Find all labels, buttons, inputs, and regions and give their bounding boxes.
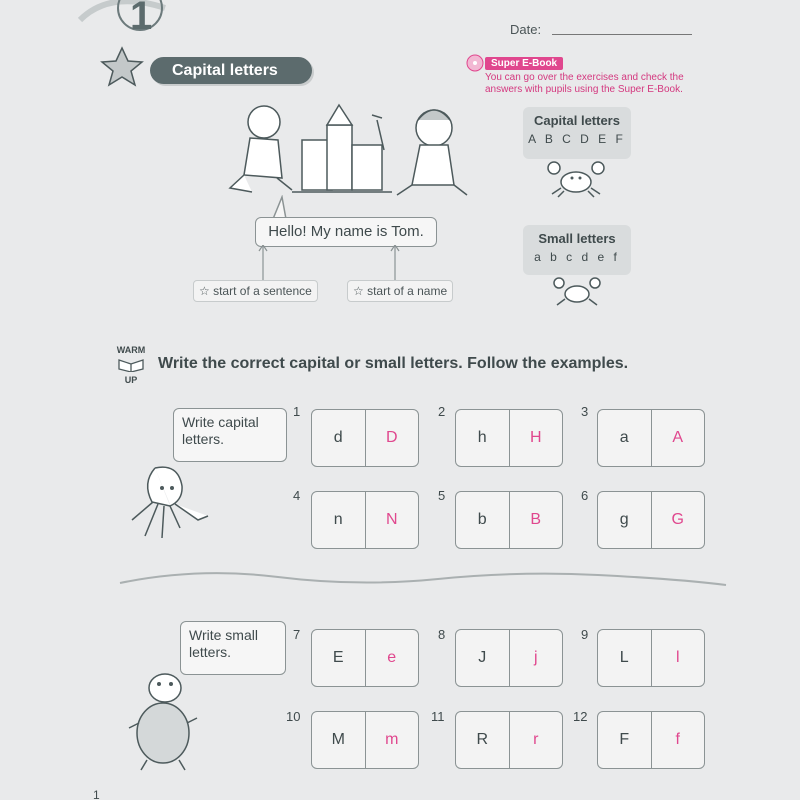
answer-field[interactable]: r bbox=[509, 712, 563, 768]
item-number: 9 bbox=[581, 627, 589, 642]
lesson-title: Capital letters bbox=[150, 57, 312, 84]
answer-field[interactable]: A bbox=[651, 410, 705, 466]
letter-pair bbox=[311, 491, 419, 549]
star-icon bbox=[100, 45, 145, 90]
item-number: 1 bbox=[293, 404, 301, 419]
answer-field[interactable]: e bbox=[365, 630, 419, 686]
ebook-tag: Super E-Book bbox=[485, 57, 563, 70]
answer-field[interactable]: H bbox=[509, 410, 563, 466]
item-number: 2 bbox=[438, 404, 446, 419]
item-number: 6 bbox=[581, 488, 589, 503]
turtle-icon bbox=[125, 668, 205, 773]
item-number: 5 bbox=[438, 488, 446, 503]
item-number: 12 bbox=[573, 709, 588, 724]
item-number: 4 bbox=[293, 488, 301, 503]
given-letter: g bbox=[619, 511, 629, 528]
given-letter: E bbox=[332, 649, 344, 666]
given-letter: R bbox=[476, 731, 489, 748]
letter-pair bbox=[455, 711, 563, 769]
date-label: Date: bbox=[510, 22, 542, 37]
given-letter: F bbox=[619, 731, 630, 748]
page-number: 1 bbox=[93, 788, 100, 802]
letter-pair bbox=[597, 409, 705, 467]
item-number: 3 bbox=[581, 404, 589, 419]
letter-pair bbox=[311, 711, 419, 769]
item-number: 8 bbox=[438, 627, 446, 642]
given-letter: b bbox=[477, 511, 487, 528]
date-line[interactable] bbox=[552, 34, 692, 35]
item-number: 7 bbox=[293, 627, 301, 642]
given-letter: J bbox=[478, 649, 487, 666]
answer-field[interactable]: f bbox=[651, 712, 705, 768]
octopus-icon bbox=[120, 458, 215, 553]
capital-letters-box: Capital letters A B C D E F bbox=[523, 107, 631, 159]
given-letter: M bbox=[331, 731, 345, 748]
letter-pair bbox=[455, 409, 563, 467]
tom-speech-bubble: Hello! My name is Tom. bbox=[255, 217, 437, 247]
name-start-label: ☆ start of a name bbox=[347, 280, 453, 302]
label-arrows bbox=[240, 245, 420, 285]
letter-pair bbox=[597, 491, 705, 549]
letter-pair bbox=[311, 409, 419, 467]
warm-up-badge: WARM UP bbox=[116, 345, 146, 385]
letter-pair bbox=[597, 711, 705, 769]
letter-pair bbox=[597, 629, 705, 687]
answer-field[interactable]: B bbox=[509, 492, 563, 548]
crab-icon bbox=[552, 276, 602, 308]
given-letter: h bbox=[477, 429, 487, 446]
answer-field[interactable]: l bbox=[651, 630, 705, 686]
given-letter: d bbox=[333, 429, 343, 446]
sentence-start-label: ☆ start of a sentence bbox=[193, 280, 318, 302]
small-letters-box: Small letters a b c d e f bbox=[523, 225, 631, 275]
answer-field[interactable]: G bbox=[651, 492, 705, 548]
crab-icon bbox=[546, 160, 606, 198]
small-instruction-bubble: Write small letters. bbox=[180, 621, 286, 675]
cd-icon bbox=[466, 54, 484, 72]
capital-instruction-bubble: Write capital letters. bbox=[173, 408, 287, 462]
item-number: 10 bbox=[286, 709, 301, 724]
given-letter: a bbox=[619, 429, 629, 446]
letter-pair bbox=[455, 491, 563, 549]
letter-pair bbox=[311, 629, 419, 687]
letter-pair bbox=[455, 629, 563, 687]
answer-field[interactable]: N bbox=[365, 492, 419, 548]
kids-sandcastle-illustration bbox=[222, 100, 472, 210]
ebook-note: You can go over the exercises and check the answers with pupils using the Super E-Book. bbox=[485, 72, 684, 95]
answer-field[interactable]: D bbox=[365, 410, 419, 466]
given-letter: n bbox=[333, 511, 343, 528]
exercise-instruction: Write the correct capital or small letters. Follow the examples. bbox=[158, 355, 629, 372]
wave-divider bbox=[118, 565, 728, 595]
unit-number: 1 bbox=[130, 0, 153, 38]
unit-number-badge bbox=[70, 0, 180, 40]
answer-field[interactable]: j bbox=[509, 630, 563, 686]
item-number: 11 bbox=[431, 709, 445, 724]
answer-field[interactable]: m bbox=[365, 712, 419, 768]
book-icon bbox=[116, 356, 146, 372]
given-letter: L bbox=[619, 649, 629, 666]
